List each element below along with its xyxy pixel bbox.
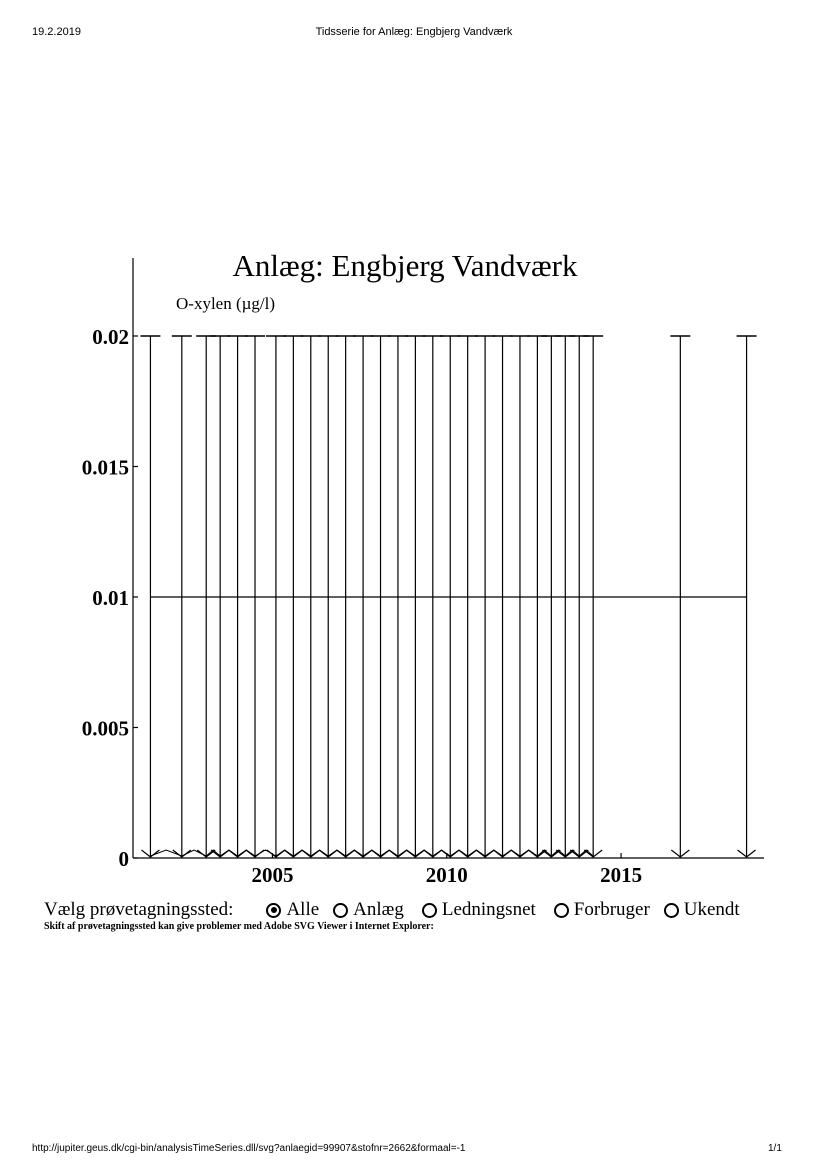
x-tick-label: 2005: [251, 863, 294, 887]
radio-icon[interactable]: [333, 903, 348, 918]
viewer-warning-note: Skift af prøvetagningssted kan give problemer med Adobe SVG Viewer i Internet Explorer:: [44, 921, 434, 932]
y-ticks: [82, 325, 138, 871]
option-ledningsnet-label: Ledningsnet: [441, 899, 536, 920]
option-forbruger[interactable]: [554, 899, 650, 921]
option-alle[interactable]: [266, 899, 319, 921]
chart-title: Anlæg: Engbjerg Vandværk: [232, 248, 578, 283]
y-tick-label: 0.005: [81, 716, 129, 741]
option-ledningsnet[interactable]: [422, 899, 536, 921]
option-anlaeg-label: Anlæg: [353, 899, 404, 920]
y-axis-label: O-xylen (µg/l): [176, 294, 276, 313]
option-ukendt[interactable]: [664, 899, 740, 921]
option-forbruger-label: Forbruger: [573, 899, 650, 920]
series-marks: [140, 336, 756, 858]
option-anlaeg[interactable]: [333, 899, 404, 921]
radio-icon[interactable]: [664, 903, 679, 918]
y-tick-label: 0.01: [92, 586, 129, 610]
print-page-number: 1/1: [768, 1143, 782, 1154]
sampling-site-label: Vælg prøvetagningssted:: [44, 899, 234, 920]
x-tick-label: 2010: [425, 863, 468, 887]
radio-icon[interactable]: [554, 903, 569, 918]
print-date: 19.2.2019: [32, 26, 81, 38]
y-tick-label: 0: [118, 847, 129, 871]
print-title: Tidsserie for Anlæg: Engbjerg Vandværk: [315, 26, 513, 38]
radio-icon[interactable]: [422, 903, 437, 918]
x-tick-label: 2015: [600, 863, 643, 887]
radio-checked-icon[interactable]: [266, 903, 281, 918]
y-tick-label: 0.015: [81, 455, 129, 480]
option-ukendt-label: Ukendt: [683, 899, 740, 920]
y-tick-label: 0.02: [92, 325, 129, 349]
print-url: http://jupiter.geus.dk/cgi-bin/analysisTimeSeries.dll/svg?anlaegid=99907&stofnr=2662&formaal=-1: [32, 1143, 466, 1154]
sampling-site-selector: [44, 899, 804, 932]
option-alle-label: Alle: [286, 899, 320, 920]
